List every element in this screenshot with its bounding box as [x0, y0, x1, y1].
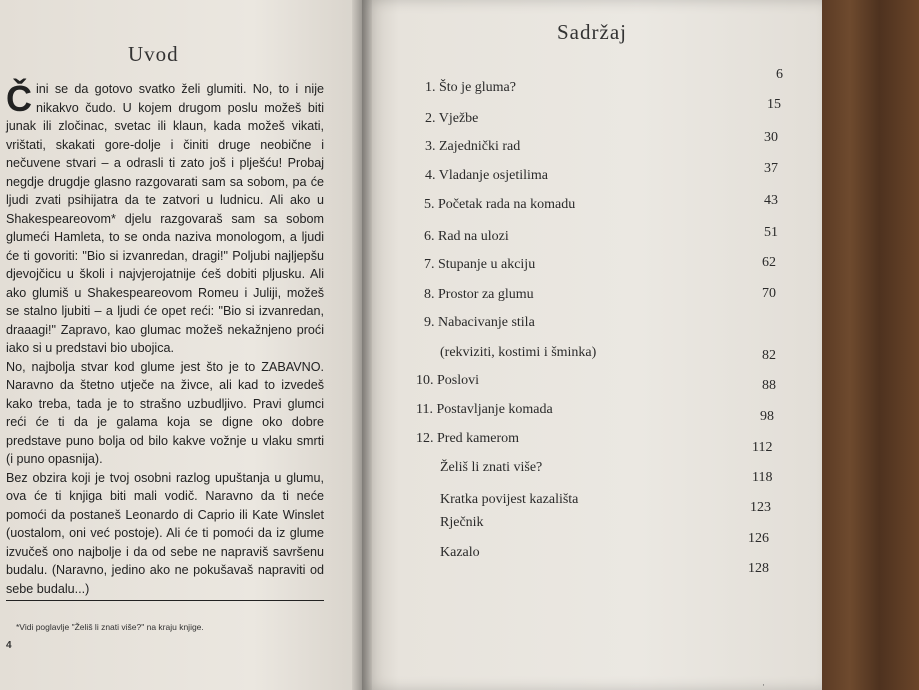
toc-item-page: 82 [762, 348, 776, 363]
toc-item-page: 128 [748, 561, 769, 576]
intro-paragraph-3: Bez obzira koji je tvoj osobni razlog upuštanja u glumu, ova će ti knjiga biti mali vodič. Naravno da ti neće pomoći da postaneš Leonardo di Caprio ili Kate Winslet (uostalom, oni već postoje). Ali će ti pomoći da iz glume izvučeš ono najbolje i da od sebe ne napraviš savršenu budalu. (Naravno, jedino ako ne pokušavaš napraviti od sebe budalu...) [6, 470, 324, 596]
toc-item-label: (rekviziti, kostimi i šminka) [440, 345, 597, 360]
left-page [0, 0, 362, 690]
toc-item-page: 112 [752, 440, 773, 455]
toc-item-label: 8. Prostor za glumu [424, 287, 534, 302]
wooden-table [820, 0, 919, 690]
toc-item-page: 62 [762, 255, 776, 270]
toc-item-label: 1. Što je gluma? [425, 80, 516, 95]
toc-item-page: 98 [760, 409, 774, 424]
toc-item-label: 10. Poslovi [416, 373, 480, 388]
toc-item-label: 4. Vladanje osjetilima [425, 168, 548, 183]
toc-item-page: 30 [764, 130, 778, 145]
toc-item-label: Kratka povijest kazališta [440, 492, 579, 507]
toc-item-page: 123 [750, 500, 771, 515]
toc-item-label: 3. Zajednički rad [425, 139, 521, 154]
contents-title: Sadržaj [557, 20, 627, 44]
toc-item-label: 9. Nabacivanje stila [424, 315, 535, 330]
toc-item-label: 12. Pred kamerom [416, 431, 520, 446]
toc-item-label: 2. Vježbe [425, 111, 479, 126]
intro-paragraph-1 [6, 80, 324, 358]
toc-item-page: 43 [764, 193, 778, 208]
toc-item-label: 7. Stupanje u akciju [424, 257, 536, 272]
intro-paragraph-2: No, najbolja stvar kod glume jest što je to ZABAVNO. Naravno da štetno utječe na živce, ali kad to izvedeš kako treba, tada je to strašno uzbudljivo. Pravi glumci reći će ti da je galama koja se digne oko dobre predstave puno bolja od bilo kakve vožnje u vlaku smrti (i puno opasnija). [6, 359, 324, 466]
toc-item-label: Kazalo [440, 545, 480, 560]
toc-item-label: Želiš li znati više? [440, 460, 543, 475]
toc-item-page: 126 [748, 531, 769, 546]
toc-item-label: 11. Postavljanje komada [416, 402, 553, 417]
intro-text-block [6, 80, 324, 598]
toc-item-page: 37 [764, 161, 778, 176]
footnote: *Vidi poglavlje "Želiš li znati više?" na kraju knjige. [16, 622, 204, 632]
toc-item-label: 5. Početak rada na komadu [424, 197, 576, 212]
toc-item-label: 6. Rad na ulozi [424, 229, 509, 244]
toc-item-label: Rječnik [440, 515, 484, 530]
toc-item-page: 51 [764, 225, 778, 240]
toc-item-page: 70 [762, 286, 776, 301]
toc-item-page: 6 [776, 67, 783, 82]
page-number-left: 4 [6, 640, 12, 651]
book-spine [352, 0, 372, 690]
toc-item-page: 118 [752, 470, 773, 485]
intro-paragraph-1-text: ini se da gotovo svatko želi glumiti. No, to i nije nikakvo čudo. U kojem drugom poslu možeš biti junak ili zločinac, svetac ili klaun, kada možeš vikati, vrištati, skakati gore-dolje i činiti druge neobične i nečuvene stvari – a odrasli ti zato još i plješću! Probaj negdje drugdje glasno razgovarati sam sa sobom, pa će ljudi zvati psihijatra da te zatvori u ludnicu. Ali ako u Shakespeareovom* djelu razgovaraš sam sa sobom glumeći Hamleta, to se onda naziva monologom, a ljudi će ti govoriti: "Bio si izvanredan, dragi!" Poljubi najljepšu djevojčicu u školi i najvjerojatnije ćeš dobiti pljusku. Ali ako glumiš u Shakespeareovom Romeu i Juliji, možeš se stalno ljubiti – a ljudi će opet reći: "Bio si izvanredan, draaagi!" Zapravo, kao glumac možeš nekažnjeno proći iako si u predstavi bio ubojica. [6, 82, 324, 355]
toc-item-page: 88 [762, 378, 776, 393]
footnote-divider [6, 600, 324, 601]
page-corner-mark: · [762, 680, 765, 690]
intro-title: Uvod [128, 42, 179, 66]
toc-item-page: 15 [767, 97, 781, 112]
drop-cap: Č [6, 78, 32, 119]
